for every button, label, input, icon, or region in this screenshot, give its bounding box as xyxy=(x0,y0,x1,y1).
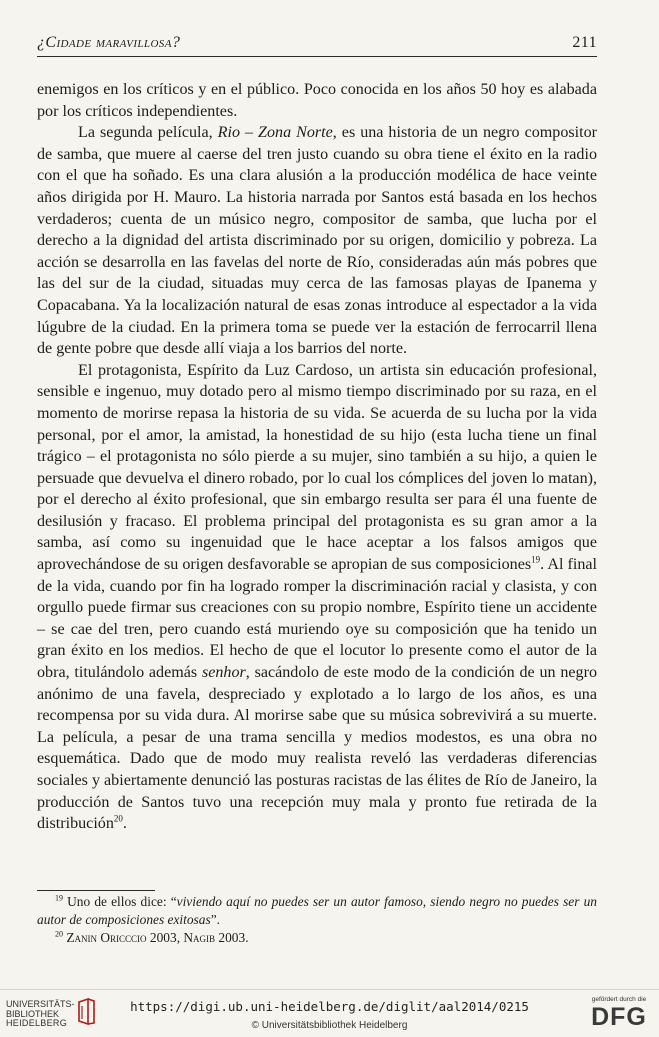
footnote-20-author-2: Nagib xyxy=(183,930,216,946)
footnote-20-text-b: 2003, xyxy=(146,930,184,946)
paragraph-3 xyxy=(37,360,597,835)
paragraph-3-text-b: . Al final de la vida, cuando por fin ha logrado romper la discriminación racial y clasista, y con orgullo puede firmar sus creaciones con su propio nombre, Espírito tiene un accidente – se cae del tren, pero cuando está muriendo oye su composición que ha tenido un gran éxito en los medios. El hecho de que el locutor lo presente como el autor de la obra, titulándolo además xyxy=(37,556,597,682)
footnote-20 xyxy=(37,929,597,947)
dfg-wordmark: DFG xyxy=(591,1003,647,1031)
footnote-20-text-c: 2003. xyxy=(215,930,249,946)
footnote-19-quote: viviendo aquí no puedes ser un autor famoso, siendo negro no puedes ser un autor de composiciones exitosas xyxy=(37,894,597,928)
library-name-line-2: BIBLIOTHEK xyxy=(6,1008,60,1019)
paragraph-2-text-a: La segunda película, xyxy=(78,124,218,142)
footer-divider xyxy=(0,989,659,990)
paragraph-2-text-b: , es una historia de un negro compositor de samba, que muere al caerse del tren justo cuando su obra tiene el éxito en la radio con el que ha soñado. Es una clara alusión a la producción modélica de hace veinte años dirigida por H. Mauro. La historia narrada por Santos está basada en los hechos verdaderos; cuenta de un músico negro, compositor de samba, que lucha por el derecho a la dignidad del artista discriminado por su origen, domicilio y pobreza. La acción se desarrolla en las favelas del norte de Río, consideradas aún más pobres que las del sur de la ciudad, situadas muy cerca de las famosas playas de Ipanema y Copacabana. Ya la localización natural de esas zonas introduce al espectador a la vida lúgubre de la ciudad. En la primera toma se puede ver la estación de ferrocarril llena de gente pobre que desde allí viaja a los barrios del norte. xyxy=(37,124,597,358)
header-rule xyxy=(37,56,597,57)
page-number: 211 xyxy=(572,34,597,51)
dfg-logo[interactable] xyxy=(584,996,654,1030)
library-name-line-3: HEIDELBERG xyxy=(6,1018,68,1028)
paragraph-3-text-c: , sacándolo de este modo de la condición de un negro anónimo de una favela, despreciado y explotado a lo largo de los años, es una recompensa por su vida dura. Al morirse sabe que su música sobrevivirá a su muerte. La película, a pesar de una trama sencilla y medios modestos, es una obra no esquemática. Dado que de modo muy realista reveló las verdaderas diferencias sociales y abiertamente denunció las posturas racistas de las élites de Río de Janeiro, la producción de Santos tuvo una recepción muy mala y pronto fue retirada de la distribución xyxy=(37,664,597,833)
dfg-funding-text: gefördert durch die xyxy=(591,996,647,1003)
footnote-number-19: 19 xyxy=(55,893,63,903)
footnote-19 xyxy=(37,893,597,929)
paragraph-2 xyxy=(37,122,597,360)
term-senhor: senhor xyxy=(201,664,246,682)
running-title: ¿Cidade maravillosa? xyxy=(37,34,181,51)
paragraph-3-text-d: . xyxy=(122,815,127,833)
footnote-19-text-a: Uno de ellos dice: “ xyxy=(63,894,177,909)
copyright-notice: © Universitätsbibliothek Heidelberg xyxy=(251,1020,408,1031)
body-text xyxy=(37,79,597,835)
footnote-20-author-1: Zanin Oricccio xyxy=(66,930,147,946)
footnote-rule xyxy=(37,890,155,891)
running-head xyxy=(37,34,597,52)
footnote-ref-19: 19 xyxy=(531,554,541,565)
footnotes xyxy=(37,893,597,948)
paragraph-3-text-a: El protagonista, Espírito da Luz Cardoso, un artista sin educación profesional, sensible e ingenuo, muy dotado pero al mismo tiempo discriminado por su raza, en el momento de morirse repasa la historia de su vida. Se acuerda de su lucha por la vida personal, por el amor, la amistad, la honestidad de su hijo (esta lucha tiene un final trágico – el protagonista no sólo pierde a su mujer, sino también a su hijo, a quien le persuade que devuelva el dinero robado, por lo cual los cómplices del joven lo matan), por el derecho al éxito profesional, que sin embargo resulta ser para él una fuente de desilusión y fracaso. El problema principal del protagonista es su gran amor a la samba, así como su ingenuidad que le hace aceptar a los falsos amigos que aprovechándose de su origen desfavorable se apropian de sus composiciones xyxy=(37,361,597,574)
film-title: Rio – Zona Norte xyxy=(217,124,333,142)
footnote-ref-20: 20 xyxy=(113,813,123,824)
library-name-line-1: UNIVERSITÄTS- xyxy=(6,999,75,1009)
paragraph-1: enemigos en los críticos y en el público. Poco conocida en los años 50 hoy es alabada por los críticos independientes. xyxy=(37,81,597,120)
permalink-url[interactable]: https://digi.ub.uni-heidelberg.de/diglit/aal2014/0215 xyxy=(130,999,529,1014)
footnote-19-text-b: ”. xyxy=(210,912,220,928)
footnote-number-20: 20 xyxy=(55,929,63,939)
